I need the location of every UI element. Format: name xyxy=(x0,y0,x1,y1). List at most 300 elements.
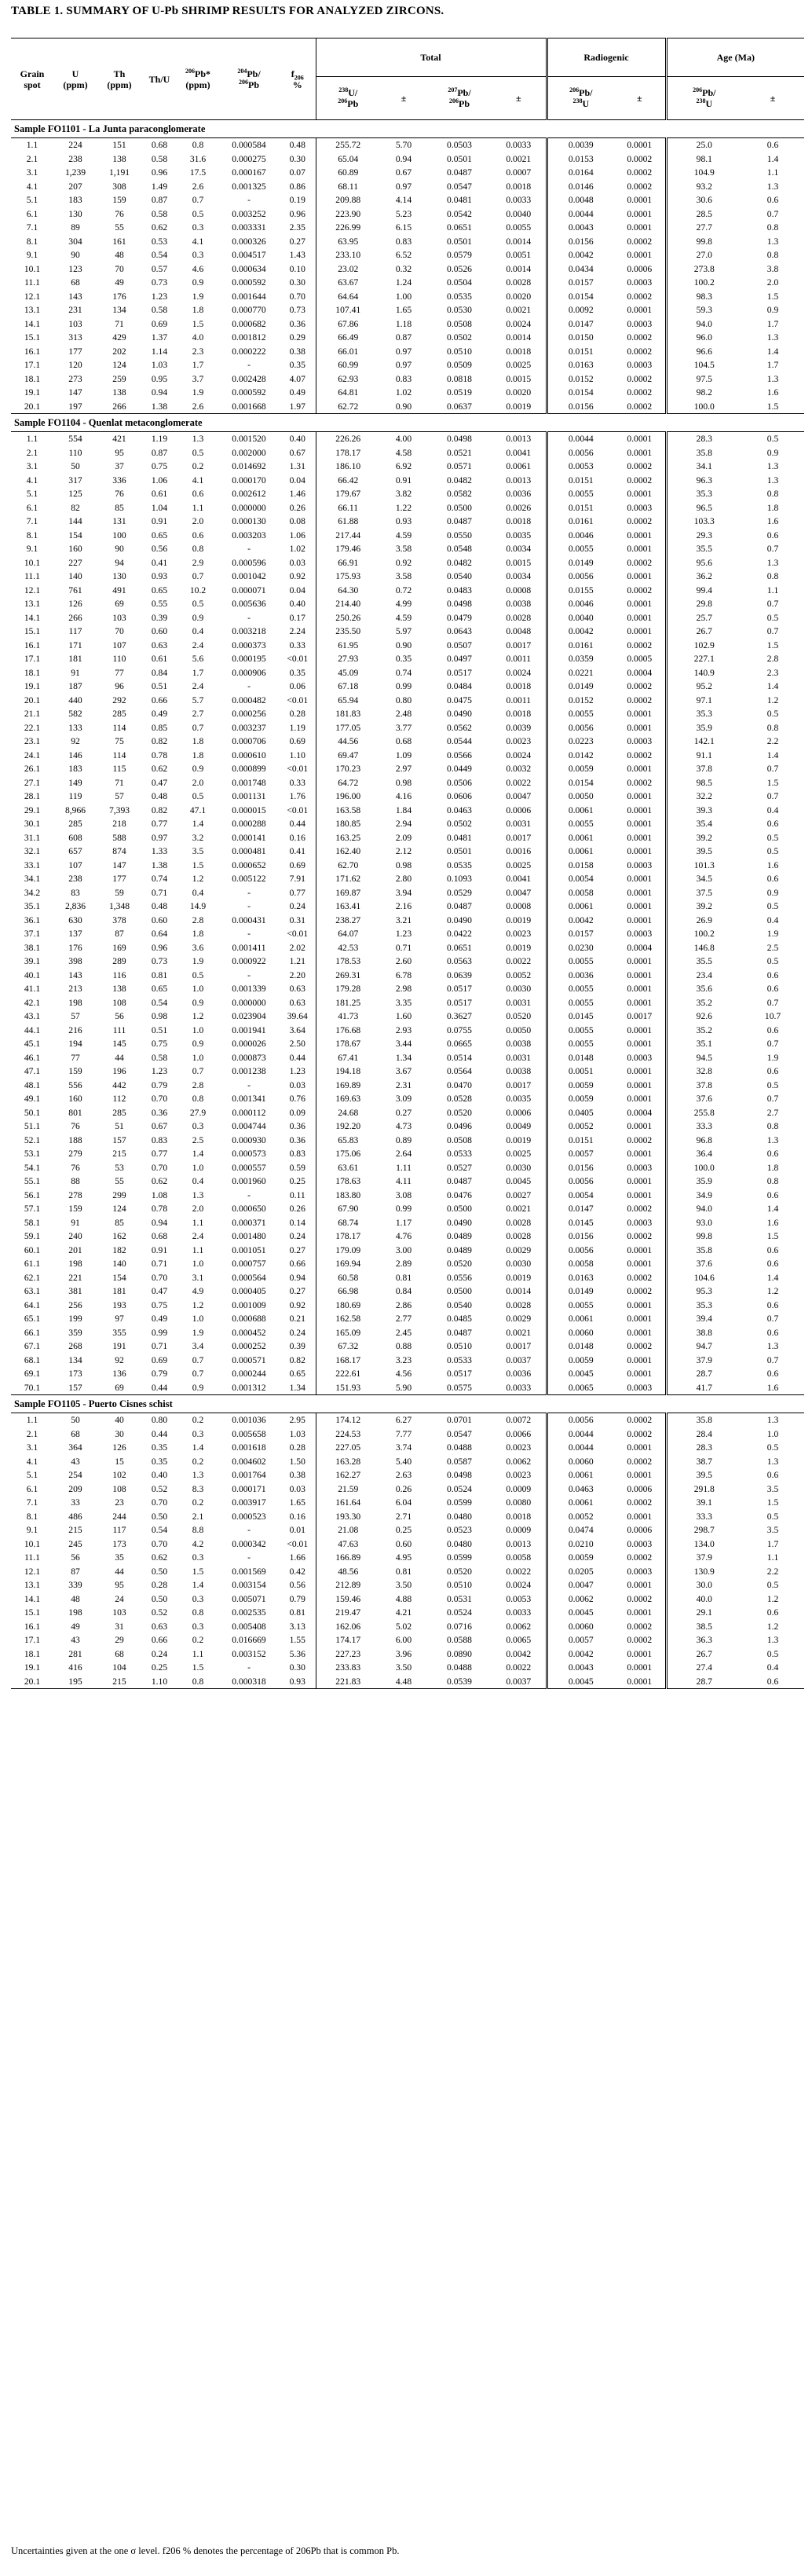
table-cell: 0.8 xyxy=(192,1607,204,1618)
table-cell: 0.1093 xyxy=(447,874,472,885)
table-cell: 0.0002 xyxy=(627,153,653,164)
table-cell: 117 xyxy=(68,626,82,637)
table-cell: 66.98 xyxy=(316,1284,380,1299)
table-cell: 0.6 xyxy=(766,984,779,995)
table-cell: 2.1 xyxy=(26,153,38,164)
table-cell: 35.6 xyxy=(666,982,741,996)
table-cell: 0.0017 xyxy=(506,639,532,650)
table-cell: 0.72 xyxy=(395,584,412,595)
table-cell: 212.89 xyxy=(316,1578,380,1592)
table-cell: 56 xyxy=(71,1552,80,1563)
table-cell: 0.8 xyxy=(766,250,779,261)
header-age: Age (Ma) xyxy=(666,38,804,77)
table-cell: 1.00 xyxy=(395,291,412,302)
table-cell: 0.0002 xyxy=(627,1272,653,1283)
table-cell: 33.3 xyxy=(666,1510,741,1524)
footnote: Uncertainties given at the one σ level. f206 % denotes the percentage of 206Pb that is common Pb. xyxy=(11,2545,400,2556)
table-cell: 1.4 xyxy=(766,749,779,760)
table-cell: 0.0019 xyxy=(506,401,532,412)
table-cell: - xyxy=(247,1189,251,1200)
table-row xyxy=(11,1037,804,1051)
table-cell: 0.000244 xyxy=(232,1369,266,1380)
table-cell: 0.0001 xyxy=(627,1327,653,1338)
table-cell: 37.1 xyxy=(24,929,41,940)
table-cell: 0.000171 xyxy=(232,1483,266,1494)
table-row xyxy=(11,235,804,249)
table-cell: 26.7 xyxy=(666,625,741,639)
table-cell: 1.76 xyxy=(289,791,305,802)
table-cell: 608 xyxy=(68,832,82,843)
table-cell: 107 xyxy=(68,859,82,870)
table-cell: 0.003917 xyxy=(232,1497,266,1508)
table-cell: 100.2 xyxy=(666,927,741,941)
table-cell: 0.0052 xyxy=(547,1119,614,1134)
table-cell: 31.6 xyxy=(189,153,207,164)
table-cell: 226.99 xyxy=(316,221,380,235)
table-cell: 0.0061 xyxy=(547,845,614,859)
table-cell: 36.2 xyxy=(666,570,741,584)
table-cell: 54.1 xyxy=(24,1162,41,1173)
table-cell: 0.0163 xyxy=(547,1271,614,1285)
table-cell: 268 xyxy=(68,1341,82,1352)
table-cell: 0.0002 xyxy=(627,181,653,192)
table-cell: 137 xyxy=(68,929,82,940)
table-cell: 39.5 xyxy=(666,1468,741,1482)
table-cell: 0.0422 xyxy=(447,929,472,940)
table-cell: 1.4 xyxy=(766,681,779,692)
table-cell: 0.6 xyxy=(766,140,779,151)
table-cell: 3.1 xyxy=(26,167,38,178)
table-cell: 0.0002 xyxy=(627,1134,653,1145)
table-cell: 202 xyxy=(112,346,126,357)
table-cell: 0.0030 xyxy=(506,984,532,995)
table-cell: 0.0020 xyxy=(506,291,532,302)
table-cell: 801 xyxy=(68,1107,82,1118)
table-cell: 359 xyxy=(68,1327,82,1338)
table-row xyxy=(11,611,804,625)
table-cell: 0.0502 xyxy=(447,819,472,830)
table-cell: 47.1 xyxy=(189,804,207,815)
table-cell: 1.60 xyxy=(395,1011,412,1022)
table-cell: 176 xyxy=(112,291,126,302)
table-cell: 0.0637 xyxy=(447,401,472,412)
table-row xyxy=(11,386,804,400)
table-cell: 250.26 xyxy=(316,611,380,625)
table-cell: 3.2 xyxy=(192,832,204,843)
table-cell: 292 xyxy=(112,694,126,705)
table-cell: 0.0002 xyxy=(627,1635,653,1646)
table-cell: 38.5 xyxy=(666,1620,741,1634)
table-cell: 5.97 xyxy=(395,626,412,637)
table-cell: 0.001325 xyxy=(232,181,266,192)
table-cell: 0.5 xyxy=(766,709,779,720)
table-cell: 218 xyxy=(112,819,126,830)
table-cell: 35.8 xyxy=(666,1413,741,1427)
table-cell: 69.1 xyxy=(24,1369,41,1380)
table-cell: 0.0019 xyxy=(506,1134,532,1145)
table-cell: 17.1 xyxy=(24,1635,41,1646)
table-cell: 1.08 xyxy=(151,1189,168,1200)
table-cell: 0.0639 xyxy=(447,969,472,980)
table-cell: 0.90 xyxy=(395,401,412,412)
table-cell: 76 xyxy=(115,208,124,219)
table-cell: 1.10 xyxy=(141,1675,177,1689)
table-cell: 1.5 xyxy=(766,1231,779,1242)
table-cell: 285 xyxy=(112,709,126,720)
table-cell: 0.0025 xyxy=(506,859,532,870)
table-row xyxy=(11,817,804,831)
table-cell: 149 xyxy=(68,777,82,788)
table-cell: 0.58 xyxy=(151,305,168,316)
table-cell: 34.9 xyxy=(666,1189,741,1203)
table-cell: 0.0001 xyxy=(627,901,653,912)
table-cell: 35.9 xyxy=(666,1174,741,1189)
table-cell: 0.0024 xyxy=(506,667,532,678)
table-cell: 0.0154 xyxy=(547,290,614,304)
table-cell: 175.06 xyxy=(316,1147,380,1161)
table-cell: 0.28 xyxy=(289,1442,305,1453)
table-cell: 486 xyxy=(68,1511,82,1522)
table-cell: 0.0001 xyxy=(627,571,653,582)
table-cell: 3.1 xyxy=(26,461,38,472)
table-row xyxy=(11,1551,804,1565)
table-cell: 0.65 xyxy=(151,529,168,540)
table-cell: 1.3 xyxy=(192,1189,204,1200)
table-cell: 0.0066 xyxy=(506,1428,532,1439)
table-cell: 0.36 xyxy=(289,318,305,329)
table-cell: 64.30 xyxy=(316,584,380,598)
table-cell: 304 xyxy=(68,236,82,247)
table-cell: 874 xyxy=(112,846,126,857)
table-cell: 62.70 xyxy=(316,859,380,873)
table-header xyxy=(11,38,804,120)
table-cell: 0.0025 xyxy=(506,1149,532,1160)
table-cell: 0.87 xyxy=(395,332,412,343)
table-cell: 0.7 xyxy=(766,997,779,1008)
table-cell: 0.2 xyxy=(192,1456,204,1467)
table-cell: 0.0530 xyxy=(447,305,472,316)
table-cell: 35.2 xyxy=(666,996,741,1010)
table-cell: 1.21 xyxy=(289,956,305,967)
table-cell: 0.0092 xyxy=(547,303,614,317)
table-cell: 39.3 xyxy=(666,804,741,818)
table-cell: 27.9 xyxy=(189,1107,207,1118)
table-cell: 0.0156 xyxy=(547,1229,614,1244)
table-cell: 0.51 xyxy=(151,1024,168,1035)
table-row xyxy=(11,776,804,790)
table-cell: 3.58 xyxy=(395,571,412,582)
table-cell: 0.0497 xyxy=(447,654,472,665)
table-cell: 0.06 xyxy=(289,681,305,692)
table-cell: 59 xyxy=(115,887,124,898)
table-cell: 0.0002 xyxy=(627,694,653,705)
table-cell: 0.0517 xyxy=(447,1369,472,1380)
table-cell: 92 xyxy=(115,1354,124,1365)
table-cell: 0.65 xyxy=(289,1369,305,1380)
table-cell: 0.0161 xyxy=(547,515,614,529)
table-cell: 3.5 xyxy=(766,1525,779,1536)
table-cell: 2.86 xyxy=(395,1299,412,1310)
table-cell: 4.16 xyxy=(395,791,412,802)
table-cell: 0.0526 xyxy=(447,263,472,274)
table-cell: 0.4 xyxy=(192,1176,204,1187)
table-cell: 1.3 xyxy=(192,434,204,445)
header-pm: ± xyxy=(492,77,547,120)
table-cell: 0.0517 xyxy=(447,667,472,678)
table-row xyxy=(11,1661,804,1675)
table-cell: 98.2 xyxy=(666,386,741,400)
table-cell: 0.69 xyxy=(151,318,168,329)
table-cell: 0.0481 xyxy=(447,195,472,206)
table-cell: 582 xyxy=(68,709,82,720)
table-cell: 0.70 xyxy=(289,291,305,302)
table-cell: 63.67 xyxy=(316,276,380,290)
table-cell: 0.0517 xyxy=(447,997,472,1008)
table-cell: 0.77 xyxy=(151,1149,168,1160)
table-cell: 221 xyxy=(68,1272,82,1283)
table-cell: 0.0061 xyxy=(547,831,614,845)
table-cell: 0.44 xyxy=(151,1428,168,1439)
table-cell: 0.29 xyxy=(289,332,305,343)
table-cell: 0.0145 xyxy=(547,1010,614,1024)
table-cell: 0.0040 xyxy=(506,208,532,219)
table-cell: - xyxy=(247,544,251,555)
header-rad-pb206: $^{206}$Pb/ $^{238}$U xyxy=(547,77,614,120)
table-cell: 0.0042 xyxy=(547,1647,614,1662)
table-cell: 0.81 xyxy=(395,1566,412,1577)
table-cell: 2.02 xyxy=(289,942,305,953)
header-total-u238: $^{238}$U/ $^{206}$Pb xyxy=(316,77,380,120)
table-cell: 0.26 xyxy=(289,1204,305,1215)
table-cell: 657 xyxy=(68,846,82,857)
table-cell: 0.0001 xyxy=(627,914,653,925)
table-cell: 0.0001 xyxy=(627,1176,653,1187)
table-cell: 0.5 xyxy=(192,208,204,219)
table-row xyxy=(11,1229,804,1244)
table-cell: 9.1 xyxy=(26,1525,38,1536)
table-cell: 0.0036 xyxy=(547,969,614,983)
table-cell: 146 xyxy=(68,749,82,760)
table-cell: 33.3 xyxy=(666,1119,741,1134)
table-cell: 180.69 xyxy=(316,1299,380,1313)
table-cell: 0.7 xyxy=(192,722,204,733)
table-cell: 161 xyxy=(112,236,126,247)
table-cell: 47.1 xyxy=(24,1066,41,1077)
table-cell: 0.0026 xyxy=(506,502,532,513)
table-cell: 0.7 xyxy=(766,599,779,610)
table-cell: 0.0021 xyxy=(506,305,532,316)
table-cell: 3.96 xyxy=(395,1648,412,1659)
table-cell: 5.1 xyxy=(26,489,38,500)
table-cell: 0.0149 xyxy=(547,1284,614,1299)
table-cell: 197 xyxy=(68,401,82,412)
table-cell: 179.46 xyxy=(316,542,380,556)
table-cell: 235.50 xyxy=(316,625,380,639)
table-cell: 2.1 xyxy=(26,1428,38,1439)
table-cell: 103 xyxy=(68,318,82,329)
table-cell: 60.58 xyxy=(316,1271,380,1285)
table-cell: 416 xyxy=(68,1662,82,1673)
table-cell: 0.0755 xyxy=(447,1024,472,1035)
table-cell: 255.8 xyxy=(666,1106,741,1120)
table-cell: 2.1 xyxy=(26,447,38,458)
table-cell: 6.1 xyxy=(26,502,38,513)
table-cell: 0.60 xyxy=(151,626,168,637)
table-cell: 0.0716 xyxy=(447,1621,472,1632)
table-cell: 0.0053 xyxy=(506,1593,532,1604)
table-cell: 0.003331 xyxy=(232,222,266,233)
table-cell: 63.95 xyxy=(316,235,380,249)
table-cell: 0.9 xyxy=(192,997,204,1008)
table-cell: 0.0003 xyxy=(627,1052,653,1063)
table-row xyxy=(11,221,804,235)
table-cell: 0.0022 xyxy=(506,1566,532,1577)
table-row xyxy=(11,303,804,317)
table-cell: 0.0002 xyxy=(627,236,653,247)
table-cell: 2.09 xyxy=(395,832,412,843)
table-cell: 0.0501 xyxy=(447,846,472,857)
table-cell: 0.0001 xyxy=(627,1299,653,1310)
table-cell: 0.6 xyxy=(766,529,779,540)
table-cell: 0.0514 xyxy=(447,1052,472,1063)
table-cell: 199 xyxy=(68,1314,82,1325)
table-cell: 10.7 xyxy=(764,1011,781,1022)
table-cell: 0.28 xyxy=(289,709,305,720)
table-cell: 0.6 xyxy=(766,1470,779,1481)
table-cell: 0.0001 xyxy=(627,874,653,885)
table-cell: 60.99 xyxy=(316,358,380,372)
table-cell: 209.88 xyxy=(316,193,380,207)
table-cell: 0.0031 xyxy=(506,819,532,830)
table-row xyxy=(11,639,804,653)
table-cell: 0.0002 xyxy=(627,1231,653,1242)
table-cell: 0.0013 xyxy=(506,475,532,486)
table-cell: 183 xyxy=(68,764,82,775)
table-cell: 159 xyxy=(68,1066,82,1077)
header-age-pb206: $^{206}$Pb/ $^{238}$U xyxy=(666,77,741,120)
table-cell: 2.60 xyxy=(395,956,412,967)
table-cell: 0.000930 xyxy=(232,1134,266,1145)
table-cell: 169.63 xyxy=(316,1092,380,1106)
table-cell: 1.6 xyxy=(766,1217,779,1228)
table-cell: 215 xyxy=(97,1675,141,1689)
table-cell: 1.2 xyxy=(192,874,204,885)
table-cell: 100.0 xyxy=(666,1161,741,1175)
table-cell: 0.0028 xyxy=(506,1299,532,1310)
table-cell: 1.1 xyxy=(766,1552,779,1563)
table-cell: 30.6 xyxy=(666,193,741,207)
table-cell: 0.5 xyxy=(766,1079,779,1090)
table-cell: 0.001520 xyxy=(232,434,266,445)
table-cell: 0.24 xyxy=(151,1648,168,1659)
table-cell: 0.0017 xyxy=(506,832,532,843)
table-cell: 0.7 xyxy=(192,1354,204,1365)
table-cell: 0.0434 xyxy=(547,262,614,277)
table-cell: 39.4 xyxy=(666,1312,741,1326)
table-cell: 278 xyxy=(68,1189,82,1200)
table-cell: 0.0022 xyxy=(506,956,532,967)
table-cell: 0.0057 xyxy=(547,1633,614,1647)
table-cell: 0.6 xyxy=(766,1189,779,1200)
table-cell: 5.23 xyxy=(395,208,412,219)
table-cell: 39.1 xyxy=(666,1496,741,1510)
table-cell: 0.9 xyxy=(192,1382,204,1393)
table-cell: 0.0520 xyxy=(447,1566,472,1577)
table-cell: 173 xyxy=(68,1369,82,1380)
table-cell: 36.1 xyxy=(24,914,41,925)
table-row xyxy=(11,982,804,996)
table-cell: 0.55 xyxy=(151,599,168,610)
table-cell: 16.1 xyxy=(24,346,41,357)
table-cell: 0.0484 xyxy=(447,681,472,692)
header-u: U (ppm) xyxy=(53,38,97,120)
table-cell: 0.0487 xyxy=(447,516,472,527)
table-cell: 0.0500 xyxy=(447,1204,472,1215)
table-cell: 0.000573 xyxy=(232,1149,266,1160)
table-cell: 41.7 xyxy=(666,1381,741,1395)
table-cell: 0.17 xyxy=(289,612,305,623)
table-cell: 27.93 xyxy=(316,652,380,666)
table-cell: 65.94 xyxy=(316,694,380,708)
table-cell: 0.3 xyxy=(192,1121,204,1132)
table-cell: 42.53 xyxy=(316,941,380,955)
table-cell: 0.0055 xyxy=(547,817,614,831)
table-cell: 27.0 xyxy=(666,248,741,262)
table-cell: 0.3 xyxy=(192,1593,204,1604)
section-fo1104 xyxy=(11,414,804,1395)
table-cell: 0.6 xyxy=(766,1149,779,1160)
table-cell: 0.49 xyxy=(151,709,168,720)
table-row xyxy=(11,666,804,680)
table-cell: 0.0033 xyxy=(506,1382,532,1393)
table-cell: 273 xyxy=(68,373,82,384)
table-cell: 0.0487 xyxy=(447,901,472,912)
table-cell: 0.3 xyxy=(192,250,204,261)
table-cell: 0.78 xyxy=(151,749,168,760)
table-cell: 0.000130 xyxy=(232,516,266,527)
table-cell: 0.0002 xyxy=(627,681,653,692)
table-cell: 39.2 xyxy=(666,831,741,845)
table-cell: 48 xyxy=(115,250,124,261)
table-cell: 146.8 xyxy=(666,941,741,955)
table-cell: 1.3 xyxy=(766,1415,779,1426)
table-cell: 0.9 xyxy=(766,305,779,316)
table-cell: 0.99 xyxy=(395,681,412,692)
table-cell: 89 xyxy=(71,222,80,233)
table-cell: 3.44 xyxy=(395,1039,412,1050)
table-row xyxy=(11,996,804,1010)
table-cell: 0.0023 xyxy=(506,1470,532,1481)
table-cell: 169.94 xyxy=(316,1257,380,1271)
table-cell: 50 xyxy=(71,461,80,472)
table-cell: 0.0001 xyxy=(627,804,653,815)
table-cell: 0.5 xyxy=(766,1580,779,1591)
table-cell: 1.17 xyxy=(395,1217,412,1228)
table-cell: 2.48 xyxy=(395,709,412,720)
table-cell: 7.91 xyxy=(289,874,305,885)
table-cell: 55.1 xyxy=(24,1176,41,1187)
table-cell: 0.0001 xyxy=(627,1354,653,1365)
table-cell: 2.1 xyxy=(192,1511,204,1522)
header-pb204: $^{204}$Pb/ $^{206}$Pb xyxy=(218,38,280,120)
table-cell: 0.61 xyxy=(151,654,168,665)
table-cell: 0.001238 xyxy=(232,1066,266,1077)
table-cell: 0.0059 xyxy=(547,1354,614,1368)
table-cell: 107.41 xyxy=(316,303,380,317)
table-cell: 0.001668 xyxy=(232,401,266,412)
table-cell: 0.0479 xyxy=(447,612,472,623)
table-cell: 1.22 xyxy=(395,502,412,513)
